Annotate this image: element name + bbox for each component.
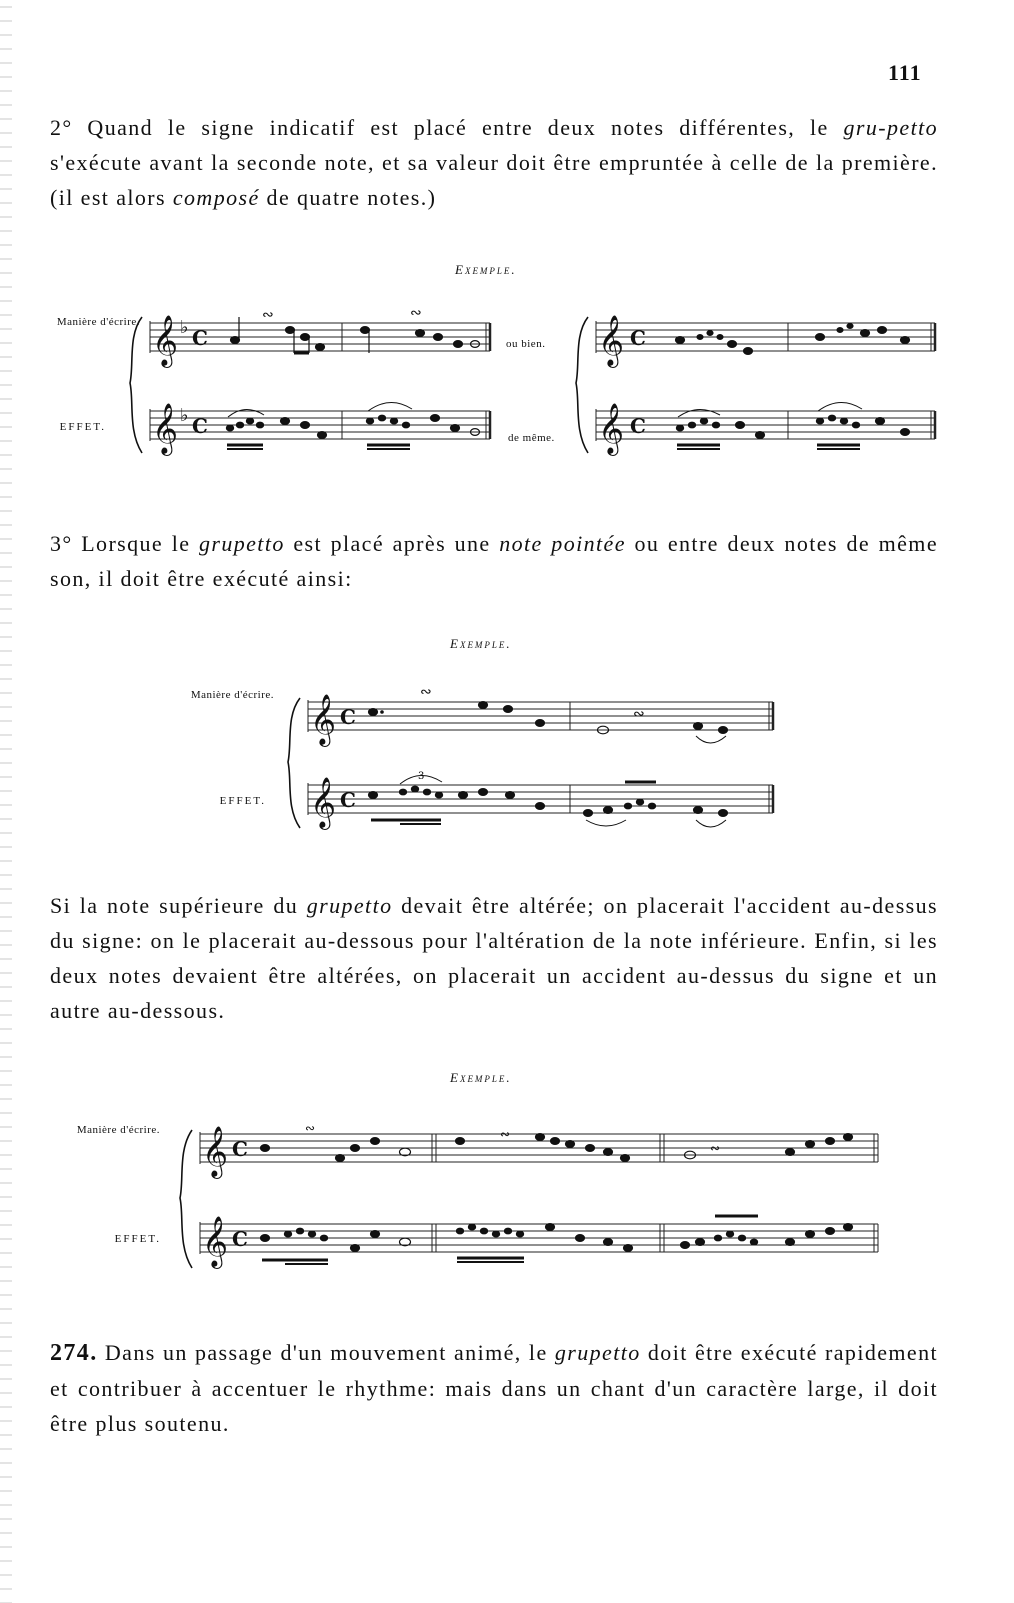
svg-text:C: C <box>192 326 208 350</box>
example-2-effect-label: EFFET. <box>219 795 266 807</box>
svg-text:C: C <box>232 1137 248 1161</box>
example-3-heading: Exemple. <box>450 1070 512 1085</box>
svg-text:𝄞: 𝄞 <box>310 777 337 828</box>
paragraph-2-lead: 2° Quand le signe indicatif est placé entre deux notes différentes, le <box>50 115 844 140</box>
paragraph-3-italic-grupetto: grupetto <box>198 531 285 556</box>
example-3-effect-label: EFFET. <box>114 1233 161 1245</box>
example-1-ou-bien-label: ou bien. <box>506 338 546 350</box>
example-1-manner-label: Manière d'écrire. <box>56 316 140 328</box>
svg-text:∾: ∾ <box>410 305 422 321</box>
paragraph-4-tail: devait être altérée; on placerait l'accident au-dessus du signe: on le placerait au-dessous pour l'altération de la note inférieure. Enfin, si les deux notes devaient être altérées, on placerait un accident au-dessus du signe et un autre au-dessous. <box>50 893 938 1023</box>
example-1-right-upper-staff <box>596 321 935 353</box>
paragraph-3-lead: 3° Lorsque le <box>50 531 199 556</box>
paragraph-2-italic-compose: composé <box>172 185 260 210</box>
example-1-score <box>120 295 950 470</box>
paragraph-274-lead: Dans un passage d'un mouvement animé, le <box>97 1340 555 1365</box>
svg-text:𝄞: 𝄞 <box>310 694 337 745</box>
example-2-lower-staff <box>308 783 773 815</box>
example-3-brace <box>180 1130 192 1268</box>
paragraph-2-tail: de quatre notes.) <box>259 185 437 210</box>
svg-text:𝄞: 𝄞 <box>202 1126 229 1177</box>
example-2-triplet-mark: 3 <box>418 771 425 782</box>
svg-text:∾: ∾ <box>420 684 432 700</box>
paragraph-274-number: 274. <box>50 1340 98 1366</box>
svg-text:𝄞: 𝄞 <box>152 315 179 366</box>
example-2-clefs <box>310 684 645 830</box>
svg-text:♭: ♭ <box>180 317 189 338</box>
svg-text:𝄞: 𝄞 <box>202 1216 229 1267</box>
svg-text:∾: ∾ <box>710 1141 721 1155</box>
paragraph-3 <box>50 526 938 596</box>
example-1-right-lower-staff <box>596 409 935 441</box>
example-2-upper-staff <box>308 700 773 732</box>
svg-text:∾: ∾ <box>305 1121 316 1135</box>
paragraph-3-tail: ou entre deux notes de même son, il doit être exécuté ainsi: <box>50 531 938 591</box>
paragraph-4-italic-grupetto: grupetto <box>306 893 393 918</box>
svg-text:C: C <box>630 414 646 438</box>
paragraph-4-lead: Si la note supérieure du <box>50 893 307 918</box>
svg-text:∾: ∾ <box>633 706 645 722</box>
example-1-heading: Exemple. <box>455 262 517 277</box>
paragraph-274 <box>50 1335 938 1441</box>
svg-text:C: C <box>630 326 646 350</box>
paragraph-274-italic-grupetto: grupetto <box>554 1340 641 1365</box>
paragraph-3-mid: est placé après une <box>284 531 500 556</box>
paragraph-2 <box>50 110 938 215</box>
example-1-effect-label: EFFET. <box>59 421 106 433</box>
paragraph-274-tail: doit être exécuté rapidement et contribuer à accentuer le rhythme: mais dans un chant d'un caractère large, il doit être plus soutenu. <box>50 1340 938 1436</box>
paragraph-4 <box>50 888 938 1028</box>
example-1-turn-signs <box>262 305 422 323</box>
example-2-score <box>278 680 788 840</box>
svg-text:∾: ∾ <box>262 307 274 323</box>
page-number: 111 <box>888 60 922 85</box>
svg-text:𝄞: 𝄞 <box>598 315 625 366</box>
example-3-manner-label: Manière d'écrire. <box>76 1124 160 1136</box>
example-1-slurs <box>228 402 862 417</box>
example-2-manner-label: Manière d'écrire. <box>190 689 274 701</box>
svg-text:C: C <box>232 1227 248 1251</box>
paragraph-2-mid: s'exécute avant la seconde note, et sa valeur doit être empruntée à celle de la première. (il est alors <box>50 150 938 210</box>
svg-text:C: C <box>340 788 356 812</box>
example-2-heading: Exemple. <box>450 636 512 651</box>
svg-text:∾: ∾ <box>500 1127 511 1141</box>
paragraph-2-italic-grupetto: gru-petto <box>843 115 938 140</box>
example-3-score <box>170 1112 890 1282</box>
svg-text:♭: ♭ <box>180 405 189 426</box>
paragraph-3-italic-note-pointee: note pointée <box>499 531 626 556</box>
page-edge-scan-artifact <box>0 0 12 1603</box>
example-2-notes-lower <box>369 782 728 824</box>
svg-text:C: C <box>340 705 356 729</box>
example-2-notes-upper <box>369 702 728 734</box>
svg-text:C: C <box>192 414 208 438</box>
example-1-de-meme-label: de même. <box>508 432 555 444</box>
svg-text:𝄞: 𝄞 <box>152 403 179 454</box>
example-2-brace <box>288 698 300 828</box>
example-1-clefs <box>152 315 646 456</box>
example-3-lower-staff <box>200 1222 878 1254</box>
svg-text:𝄞: 𝄞 <box>598 403 625 454</box>
example-3-notes-lower <box>261 1216 853 1264</box>
